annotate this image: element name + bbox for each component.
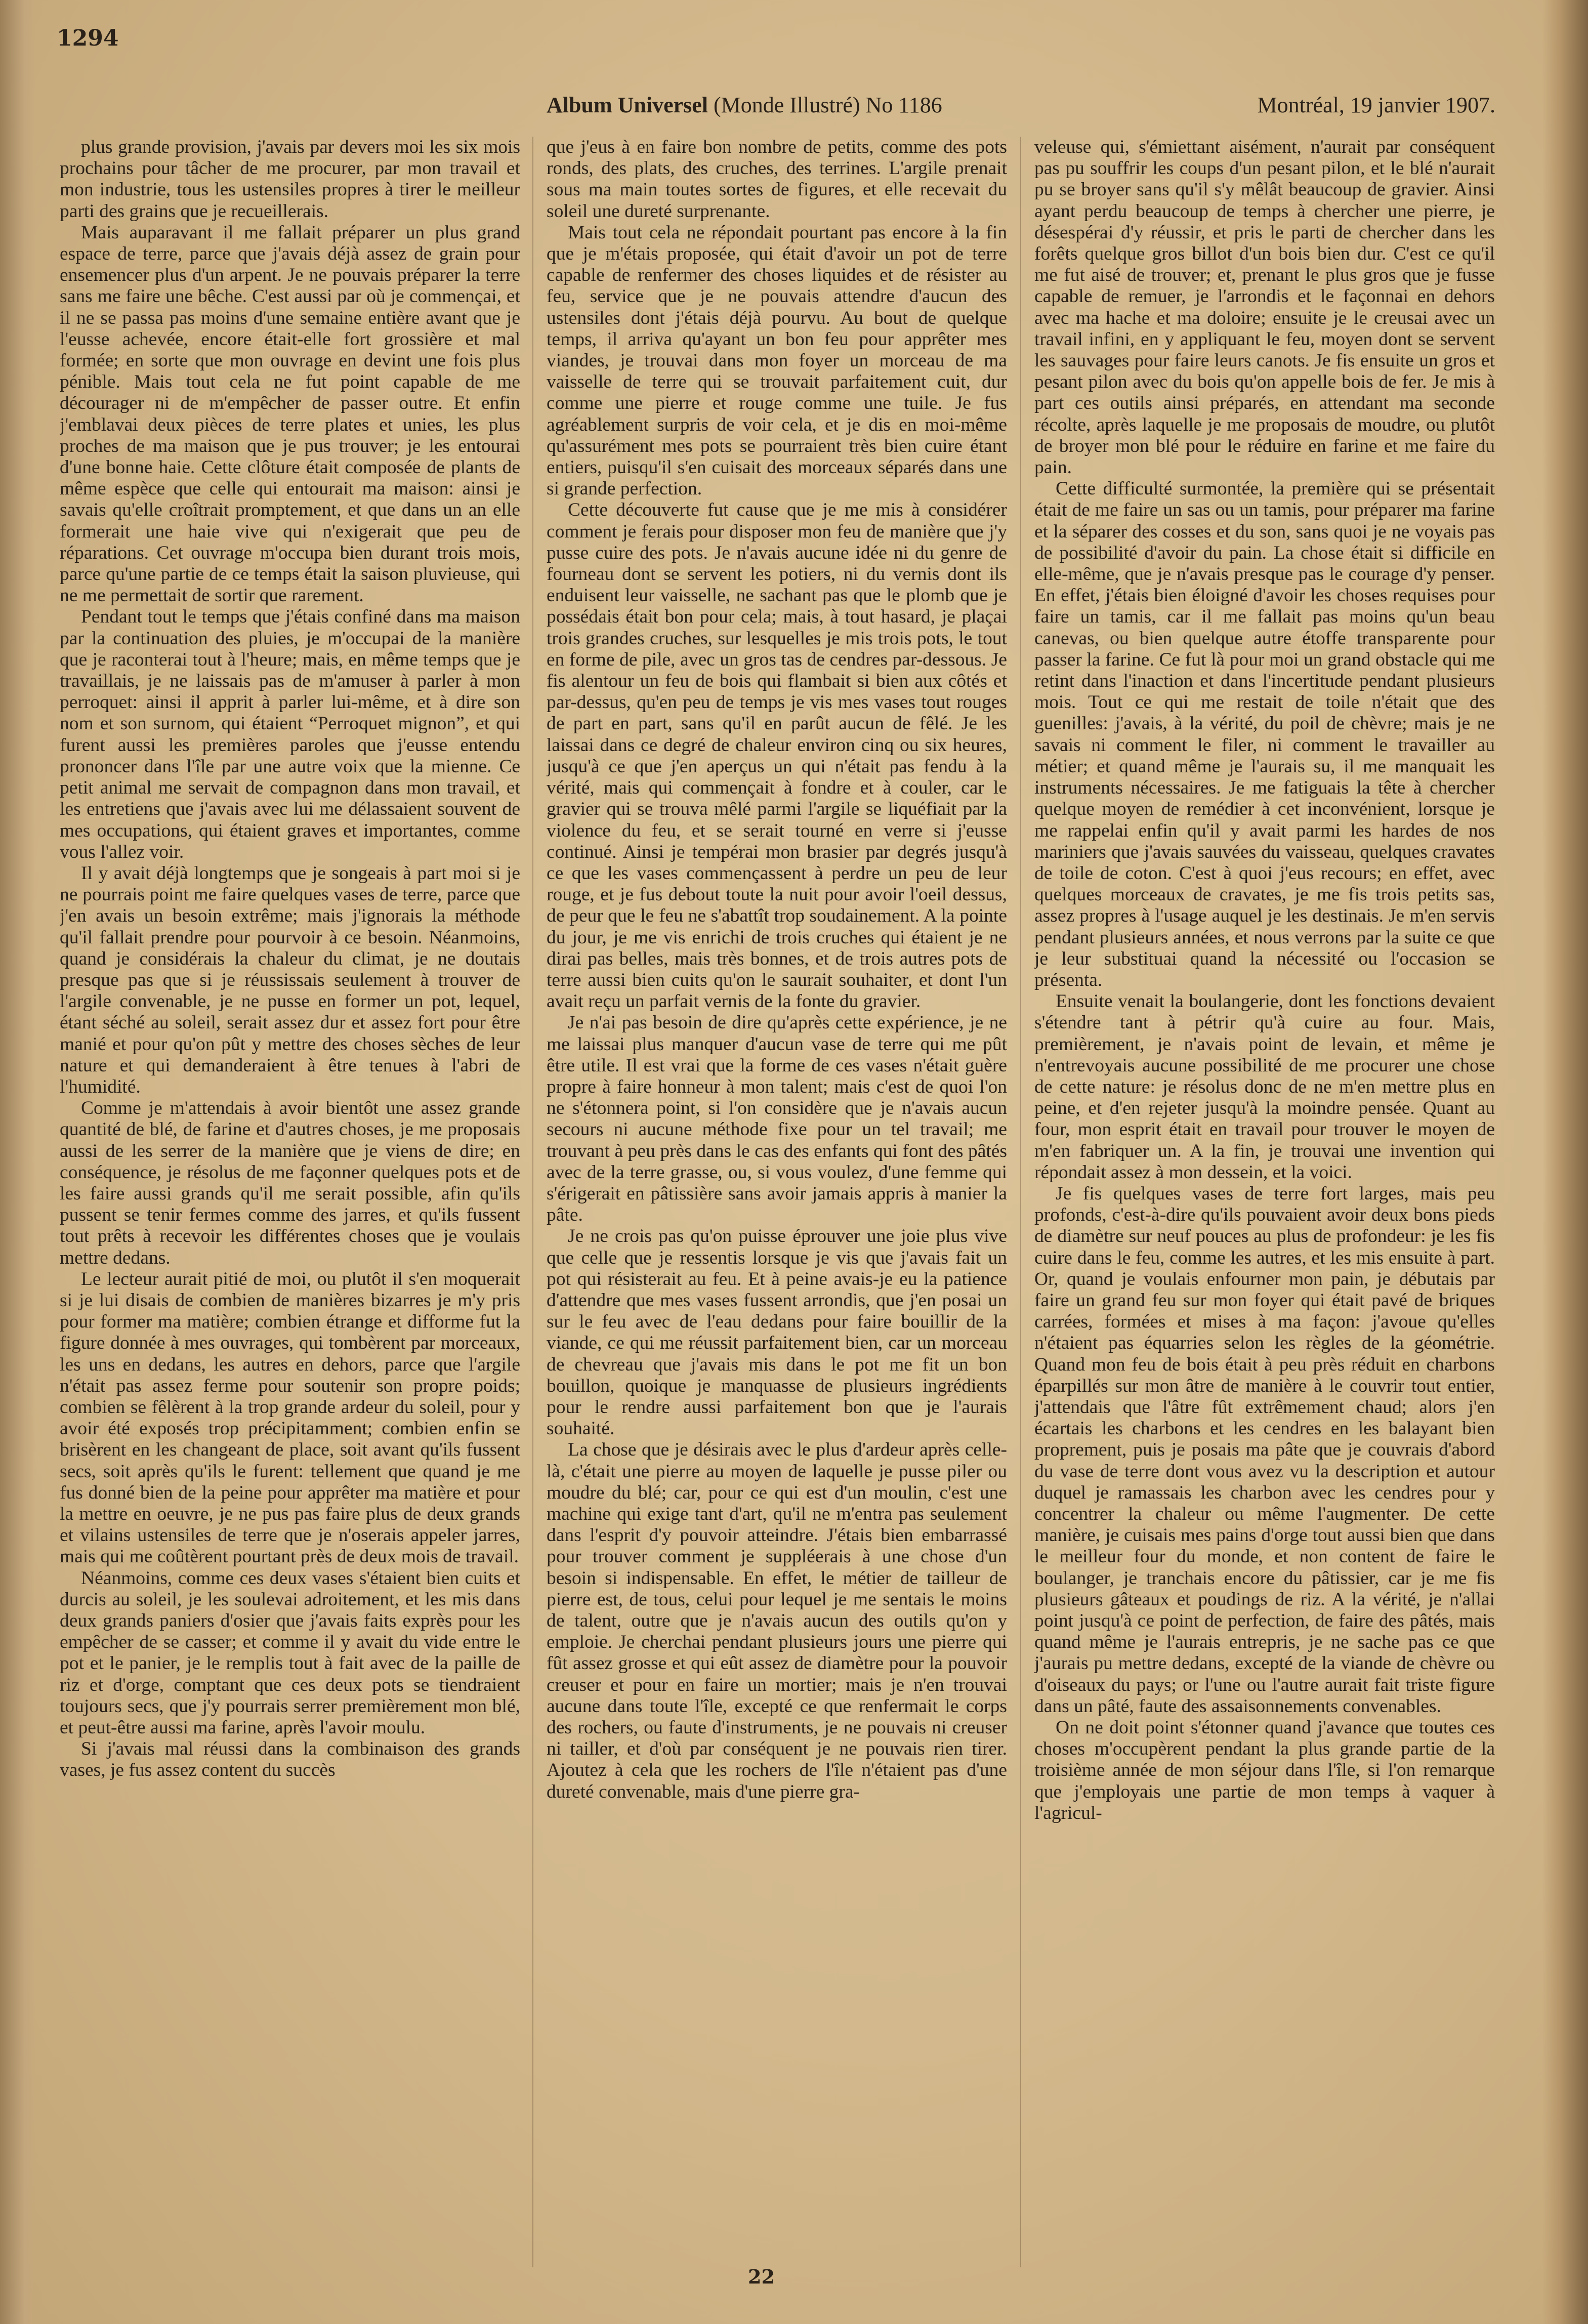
text-column-1 (60, 137, 520, 2277)
issue-number: No 1186 (865, 93, 942, 117)
text-column-3 (1034, 137, 1495, 2277)
paragraph: Cette difficulté surmontée, la première qui se présentait était de me faire un sas ou un tamis, pour préparer ma farine et la séparer des cosses et du son, sans quoi je ne voyais pas de possibilité d'avoir du pain. La chose était si difficile en elle-même, que je n'avais presque pas le courage d'y penser. En effet, j'étais bien éloigné d'avoir les choses requises pour faire un tamis, car il me fallait pas moins qu'un beau canevas, ou bien quelque autre étoffe transparente pour passer la farine. Ce fut là pour moi un grand obstacle qui me retint dans l'inaction et dans l'incertitude pendant plusieurs mois. Tout ce qui me restait de toile n'était que des guenilles: j'avais, à la vérité, du poil de chèvre; mais je ne savais ni comment le filer, ni comment le travailler au métier; et quand même je l'aurais su, il me manquait les instruments nécessaires. Je me fatiguais la tête à chercher quelque moyen de remédier à cet inconvénient, lorsque je me rappelai enfin qu'il y avait parmi les hardes de nos mariniers que j'avais sauvées du vaisseau, quelques cravates de toile de coton. C'est à quoi j'eus recours; en effet, avec quelques morceaux de cravates, je me fis trois petits sas, assez propres à l'usage auquel je les destinais. Je m'en servis pendant plusieurs années, et nous verrons par la suite ce que je leur substituai quand la nécessité ou l'occasion se présenta. (1034, 478, 1495, 990)
paragraph: plus grande provision, j'avais par devers moi les six mois prochains pour tâcher de me procurer, par mon travail et mon industrie, tous les ustensiles propres à tirer le meilleur parti des grains que je recueillerais. (60, 137, 520, 222)
paragraph: veleuse qui, s'émiettant aisément, n'aurait par conséquent pas pu souffrir les coups d'un pesant pilon, et le blé n'aurait pu se broyer sans qu'il s'y mêlât beaucoup de gravier. Ainsi ayant perdu beaucoup de temps à chercher une pierre, je désespérai d'y réussir, et pris le parti de chercher dans les forêts quelque gros billot d'un bois bien dur. C'est ce qu'il me fut aisé de trouver; et, prenant le plus gros que je fusse capable de remuer, je l'arrondis et le façonnai en dehors avec ma hache et ma doloire; ensuite je le creusai avec un travail infini, en y appliquant le feu, moyen dont se servent les sauvages pour faire leurs canots. Je fis ensuite un gros et pesant pilon avec du bois qu'on appelle bois de fer. Je mis à part ces outils ainsi préparés, en attendant ma seconde récolte, après laquelle je me proposais de moudre, ou plutôt de broyer mon blé pour le réduire en farine et me faire du pain. (1034, 137, 1495, 478)
page-number: 1294 (57, 25, 119, 51)
paragraph: Pendant tout le temps que j'étais confiné dans ma maison par la continuation des pluies, je m'occupai de la manière que je raconterai tout à l'heure; mais, en même temps que je travaillais, je ne laissais pas de m'amuser à parler à mon perroquet: ainsi il apprit à parler lui-même, et à dire son nom et son surnom, qui étaient “Perroquet mignon”, et qui furent aussi les premières paroles que j'eusse entendu prononcer dans l'île par une autre voix que la mienne. Ce petit animal me servait de compagnon dans mon travail, et les entretiens que j'avais avec lui me délassaient souvent de mes occupations, qui étaient graves et importantes, comme vous l'allez voir. (60, 606, 520, 862)
footer-number: 22 (748, 2265, 775, 2288)
page-left-edge (0, 0, 35, 2324)
paragraph: Cette découverte fut cause que je me mis à considérer comment je ferais pour disposer mon feu de manière que j'y pusse cuire des pots. Je n'avais aucune idée ni du genre de fourneau dont se servent les potiers, ni du vernis dont ils enduisent leur vaisselle, ne sachant pas que le plomb que je possédais était bon pour cela; mais, à tout hasard, je plaçai trois grandes cruches, sur lesquelles je mis trois pots, le tout en forme de pile, avec un gros tas de cendres par-dessous. Je fis alentour un feu de bois qui flambait si bien aux côtés et par-dessus, qu'en peu de temps je vis mes vases tout rouges de part en part, sans qu'il en parût aucun de fêlé. Je les laissai dans ce degré de chaleur environ cinq ou six heures, jusqu'à ce que j'en aperçus un qui n'était pas fendu à la vérité, mais qui commençait à fondre et à couler, car le gravier qui se trouva mêlé parmi l'argile se liquéfiait par la violence du feu, et se serait tourné en verre si j'eusse continué. Ainsi je tempérai mon brasier par degrés jusqu'à ce que les vases commençassent à perdre un peu de leur rouge, et je fus debout toute la nuit pour avoir l'oeil dessus, de peur que le feu ne s'abattît trop soudainement. A la pointe du jour, je me vis enrichi de trois cruches qui étaient je ne dirai pas belles, mais très bonnes, et de trois autres pots de terre aussi bien cuits qu'on le saurait souhaiter, et dont l'un avait reçu un parfait vernis de la fonte du gravier. (547, 500, 1007, 1012)
paragraph: Néanmoins, comme ces deux vases s'étaient bien cuits et durcis au soleil, je les soulevai adroitement, et les mis dans deux grands paniers d'osier que j'avais faits exprès pour les empêcher de se casser; et comme il y avait du vide entre le pot et le panier, je le remplis tout à fait avec de la paille de riz et d'orge, comptant que ces deux pots se tiendraient toujours secs, que j'y pourrais serrer premièrement mon blé, et peut-être aussi ma farine, après l'avoir moulu. (60, 1567, 520, 1738)
column-rule (532, 137, 533, 2267)
paragraph: Comme je m'attendais à avoir bientôt une assez grande quantité de blé, de farine et d'autres choses, je me proposais aussi de les serrer de la manière que je viens de dire; en conséquence, je résolus de me façonner quelques pots et de les faire aussi grands qu'il me serait possible, afin qu'ils pussent se tenir fermes comme des jarres, et qu'ils fussent tout prêts à recevoir les différentes choses que je voulais mettre dedans. (60, 1098, 520, 1268)
paragraph: Le lecteur aurait pitié de moi, ou plutôt il s'en moquerait si je lui disais de combien de manières bizarres je m'y pris pour former ma matière; combien étrange et difforme fut la figure donnée à mes ouvrages, qui tombèrent par morceaux, les uns en dedans, les autres en dehors, parce que l'argile n'était pas assez ferme pour soutenir son propre poids; combien se fêlèrent à la trop grande ardeur du soleil, pour y avoir été exposés trop précipitamment; combien enfin se brisèrent en les changeant de place, soit avant qu'ils fussent secs, soit après qu'ils le furent: tellement que quand je me fus donné bien de la peine pour apprêter ma matière et pour la mettre en oeuvre, je ne pus pas faire plus de deux grands et vilains ustensiles de terre que je n'oserais appeler jarres, mais qui me coûtèrent pourtant près de deux mois de travail. (60, 1268, 520, 1567)
paragraph: La chose que je désirais avec le plus d'ardeur après celle-là, c'était une pierre au moyen de laquelle je pusse piler ou moudre du blé; car, pour ce qui est d'un moulin, c'est une machine qui exige tant d'art, qu'il ne m'entra pas seulement dans l'esprit d'y pouvoir atteindre. J'étais bien embarrassé pour trouver comment je suppléerais à une chose d'un besoin si indispensable. En effet, le métier de tailleur de pierre est, de tous, celui pour lequel je me sentais le moins de talent, outre que je n'avais aucun des outils qu'on y emploie. Je cherchai pendant plusieurs jours une pierre qui fût assez grosse et qui eût assez de diamètre pour la pouvoir creuser et pour en faire un mortier; mais je n'en trouvai aucune dans toute l'île, excepté ce que renfermait le corps des rochers, ou faute d'instruments, je ne pouvais ni creuser ni tailler, et d'où par conséquent je ne pouvais rien tirer. Ajoutez à cela que les rochers de l'île n'étaient pas d'une dureté convenable, mais d'une pierre gra- (547, 1439, 1007, 1802)
paragraph: On ne doit point s'étonner quand j'avance que toutes ces choses m'occupèrent pendant la plus grande partie de la troisième année de mon séjour dans l'île, si l'on remarque que j'employais une partie de mon temps à vaquer à l'agricul- (1034, 1717, 1495, 1823)
publication-title: Album Universel (547, 93, 708, 117)
text-column-2 (547, 137, 1007, 2277)
column-rule (1020, 137, 1021, 2267)
issue-date: Montréal, 19 janvier 1907. (1257, 93, 1495, 117)
paragraph: que j'eus à en faire bon nombre de petits, comme des pots ronds, des plats, des cruches, des terrines. L'argile prenait sous ma main toutes sortes de figures, et elle recevait du soleil une dureté surprenante. (547, 137, 1007, 222)
publication-line (547, 92, 942, 118)
publication-subtitle: (Monde Illustré) (714, 93, 860, 117)
paragraph: Je fis quelques vases de terre fort larges, mais peu profonds, c'est-à-dire qu'ils pouvaient avoir deux bons pieds de diamètre sur neuf pouces au plus de profondeur: je les fis cuire dans le feu, comme les autres, et les mis ensuite à part. Or, quand je voulais enfourner mon pain, je débutais par faire un grand feu sur mon foyer qui était pavé de briques carrées, formées et mises à ma façon: j'avoue qu'elles n'étaient pas équarries selon les règles de la géométrie. Quand mon feu de bois était à peu près réduit en charbons éparpillés sur mon âtre de manière à le couvrir tout entier, j'attendais que l'âtre fût extrêmement chaud; alors j'en écartais les charbons et les cendres en les balayant bien proprement, puis je posais ma pâte que je couvrais d'abord du vase de terre dont vous avez vu la description et autour duquel je ramassais les charbon avec les cendres pour y concentrer la chaleur ou même l'augmenter. De cette manière, je cuisais mes pains d'orge tout aussi bien que dans le meilleur four du monde, et non content de faire le boulanger, je tranchais encore du pâtissier, car je me fis plusieurs gâteaux et poudings de riz. A la vérité, je n'allai point jusqu'à ce point de perfection, de faire des pâtés, mais quand même je l'aurais entrepris, je ne sache pas ce que j'aurais pu mettre dedans, excepté de la viande de chèvre ou d'oiseaux du pays; or l'une ou l'autre aurait fait triste figure dans un pâté, faute des assaisonnements convenables. (1034, 1183, 1495, 1717)
paragraph: Ensuite venait la boulangerie, dont les fonctions devaient s'étendre tant à pétrir qu'à cuire au four. Mais, premièrement, je n'avais point de levain, et même je n'entrevoyais aucune possibilité de me procurer une chose de cette nature: je résolus donc de ne m'en mettre plus en peine, et d'en rejeter jusqu'à la moindre pensée. Quant au four, mon esprit était en travail pour trouver le moyen de m'en fabriquer un. A la fin, je trouvai une invention qui répondait assez à mon dessein, et la voici. (1034, 991, 1495, 1183)
paragraph: Je ne crois pas qu'on puisse éprouver une joie plus vive que celle que je ressentis lorsque je vis que j'avais fait un pot qui résisterait au feu. Et à peine avais-je eu la patience d'attendre que mes vases fussent arrondis, que j'en posai un sur le feu avec de l'eau dedans pour faire bouillir de la viande, ce qui me réussit parfaitement bien, car un morceau de chevreau que j'avais mis dans le pot me fit un bon bouillon, quoique je manquasse de plusieurs ingrédients pour le rendre aussi parfaitement bon que je l'aurais souhaité. (547, 1226, 1007, 1439)
paragraph: Mais tout cela ne répondait pourtant pas encore à la fin que je m'étais proposée, qui était d'avoir un pot de terre capable de renfermer des choses liquides et de résister au feu, service que je ne pouvais attendre d'aucun des ustensiles dont j'étais déjà pourvu. Au bout de quelque temps, il arriva qu'ayant un bon feu pour apprêter mes viandes, je trouvai dans mon foyer un morceau de ma vaisselle de terre qui se trouvait parfaitement cuit, dur comme une pierre et rouge comme une tuile. Je fus agréablement surpris de voir cela, et je dis en moi-même qu'assurément mes pots se pourraient très bien cuire étant entiers, puisqu'il s'en cuisait des morceaux séparés dans une si grande perfection. (547, 222, 1007, 500)
paragraph: Mais auparavant il me fallait préparer un plus grand espace de terre, parce que j'avais déjà assez de grain pour ensemencer plus d'un arpent. Je ne pouvais préparer la terre sans me faire une bêche. C'est aussi par où je commençai, et il ne se passa pas moins d'une semaine entière avant que je l'eusse achevée, encore était-elle fort grossière et mal formée; en sorte que mon ouvrage en devint une fois plus pénible. Mais tout cela ne fut point capable de me décourager ni de m'empêcher de passer outre. Et enfin j'emblavai deux pièces de terre plates et unies, les plus proches de ma maison que je pus trouver; je les entourai d'une bonne haie. Cette clôture était composée de plants de même espèce que celle qui entourait ma maison: ainsi je savais qu'elle croîtrait promptement, et que dans un an elle formerait une haie vive qui n'exigerait que peu de réparations. Cet ouvrage m'occupa bien durant trois mois, parce qu'une partie de ce temps était la saison pluvieuse, qui ne me permettait de sortir que rarement. (60, 222, 520, 606)
paragraph: Je n'ai pas besoin de dire qu'après cette expérience, je ne me laissai plus manquer d'aucun vase de terre qui me pût être utile. Il est vrai que la forme de ces vases n'était guère propre à faire honneur à mon talent; mais c'est de quoi l'on ne s'étonnera point, si l'on considère que je n'avais aucun secours ni aucune méthode fixe pour un tel travail; me trouvant à peu près dans le cas des enfants qui font des pâtés avec de la terre grasse, ou, si vous voulez, d'une femme qui s'érigerait en pâtissière sans avoir jamais appris à manier la pâte. (547, 1012, 1007, 1226)
page-right-edge (1542, 0, 1588, 2324)
paragraph: Il y avait déjà longtemps que je songeais à part moi si je ne pourrais point me faire quelques vases de terre, parce que j'en avais un besoin extrême; mais j'ignorais la méthode qu'il fallait prendre pour pourvoir à ce besoin. Néanmoins, quand je considérais la chaleur du climat, je ne doutais presque pas que si je réussissais seulement à trouver de l'argile convenable, je ne pusse en former un pot, lequel, étant séché au soleil, serait assez dur et assez fort pour être manié et pour qu'on pût y mettre des choses sèches de leur nature et qui demanderaient à être tenues à l'abri de l'humidité. (60, 862, 520, 1097)
running-header (547, 92, 1495, 122)
paragraph: Si j'avais mal réussi dans la combinaison des grands vases, je fus assez content du succès (60, 1738, 520, 1781)
